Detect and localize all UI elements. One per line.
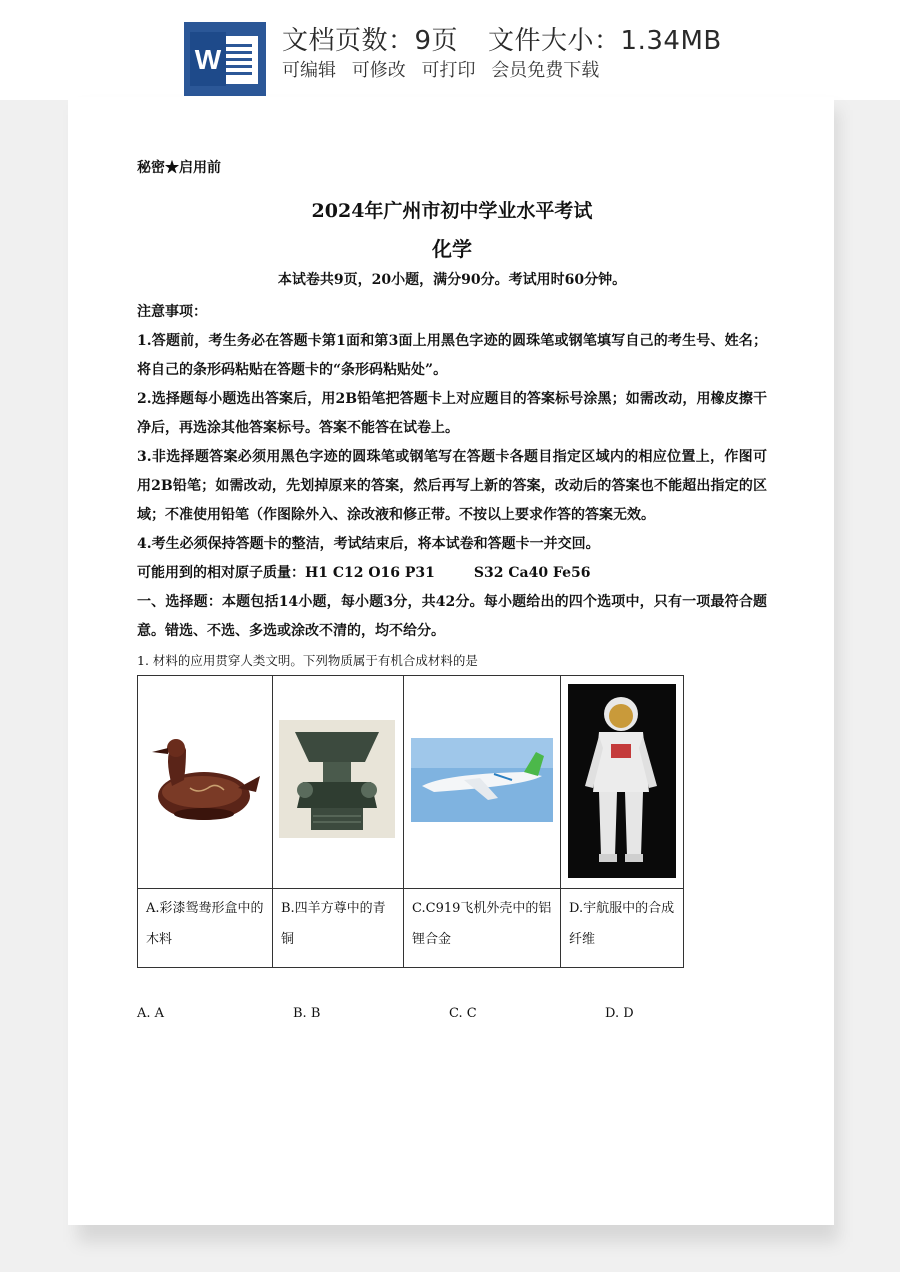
answer-choice-a[interactable]: A. A <box>137 1006 165 1021</box>
option-a-caption: A.彩漆鸳鸯形盒中的木料 <box>138 889 273 968</box>
option-c-caption: C.C919飞机外壳中的铝锂合金 <box>404 889 561 968</box>
page-count: 文档页数：9页 <box>282 26 459 56</box>
option-d-image-cell <box>561 676 684 889</box>
feature-printable: 可打印 <box>421 60 476 81</box>
secret-mark: 秘密★启用前 <box>137 160 221 176</box>
option-a-image-cell <box>138 676 273 889</box>
option-b-caption: B.四羊方尊中的青铜 <box>273 889 404 968</box>
option-d-caption: D.宇航服中的合成纤维 <box>561 889 684 968</box>
notice-item-1: 1.答题前，考生务必在答题卡第1面和第3面上用黑色字迹的圆珠笔或钢笔填写自己的考生号、姓名；将自己的条形码粘贴在答题卡的“条形码粘贴处”。 <box>137 333 767 378</box>
spacesuit-image <box>561 676 683 884</box>
subject-title: 化学 <box>432 237 472 261</box>
answer-choice-d[interactable]: D. D <box>605 1006 634 1021</box>
section-one-instructions: 一、选择题：本题包括14小题，每小题3分，共42分。每小题给出的四个选项中，只有一项最符合题意。错选、不选、多选或涂改不清的，均不给分。 <box>137 594 767 639</box>
exam-title: 2024年广州市初中学业水平考试 <box>311 200 593 222</box>
header-bar <box>0 0 900 100</box>
options-table <box>137 675 684 968</box>
answer-choice-b[interactable]: B. B <box>293 1006 321 1021</box>
document-page <box>68 97 834 1225</box>
exam-info: 本试卷共9页，20小题，满分90分。考试用时60分钟。 <box>277 272 627 288</box>
notice-item-3: 3.非选择题答案必须用黑色字迹的圆珠笔或钢笔写在答题卡各题目指定区域内的相应位置上，作图可用2B铅笔；如需改动，先划掉原来的答案，然后再写上新的答案，改动后的答案也不能超出指定的区域；不准使用铅笔（作图除外入、涂改液和修正带。不按以上要求作答的答案无效。 <box>137 449 767 523</box>
document-meta-title <box>282 20 722 57</box>
option-c-image-cell <box>404 676 561 889</box>
page-content <box>137 157 767 1026</box>
feature-free-download[interactable]: 会员免费下载 <box>491 60 600 81</box>
notice-item-2: 2.选择题每小题选出答案后，用2B铅笔把答题卡上对应题目的答案标号涂黑；如需改动，用橡皮擦干净后，再选涂其他答案标号。答案不能答在试卷上。 <box>137 391 767 436</box>
lacquer-duck-box-image <box>138 676 272 884</box>
feature-modifiable: 可修改 <box>351 60 406 81</box>
c919-airplane-image <box>404 676 560 884</box>
feature-list <box>282 56 609 82</box>
svg-text:W: W <box>194 44 222 75</box>
answer-choices <box>137 1006 767 1026</box>
answer-choice-c[interactable]: C. C <box>449 1006 477 1021</box>
notice-title: 注意事项： <box>137 304 207 320</box>
four-ram-bronze-zun-image <box>273 676 403 884</box>
atomic-mass-line: 可能用到的相对原子质量：H1 C12 O16 P31 S32 Ca40 Fe56 <box>137 565 591 581</box>
notice-item-4: 4.考生必须保持答题卡的整洁，考试结束后，将本试卷和答题卡一并交回。 <box>137 536 600 552</box>
question-1-text: 1. 材料的应用贯穿人类文明。下列物质属于有机合成材料的是 <box>137 653 478 668</box>
option-b-image-cell <box>273 676 404 889</box>
feature-editable: 可编辑 <box>282 60 336 81</box>
file-size: 文件大小：1.34MB <box>488 26 722 56</box>
word-document-icon <box>184 22 266 96</box>
